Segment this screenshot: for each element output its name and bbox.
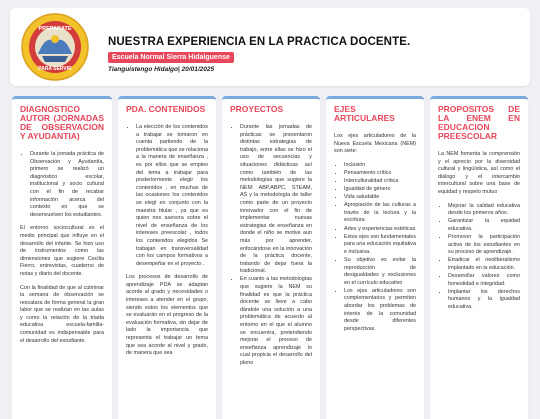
list-item: • Durante la jornada práctica de Observación y Ayudantía, primero se realizó un diagnóstico escolar, institucional y socio cultural con el fin de recabar información acerca del contexto en que se desenvuelven los estudiantes. [30, 151, 104, 219]
column-ejes-articulares [326, 96, 424, 419]
list-item: • Inclusión [344, 162, 416, 170]
list-item: • Estos ejes son fundamentales para una educación equitativa e inclusiva. [344, 234, 416, 257]
paragraph: Los ejes articuladores de la Nueva Escuela Mexicana (NEM) son siete: [334, 133, 416, 155]
bullet-list [126, 124, 208, 268]
column-title: PDA. CONTENIDOS [126, 104, 206, 114]
list-item: • Durante las jornadas de prácticas se presentaron distintas estrategias de trabajo, entre ellas se hizo el uso de secuencias y situaciones didácticas así como también de las metodologías que sugiere la NEM: ABP,ABPC, STEAM, AS y la metodología de taller como parte de un proyecto innovador con el fin de implementar nuevas estrategias de enseñanza en donde el niño se motive aun más por aprender, enfocándose en la innovación de la práctica docente, tratando de dejar fuera la tradicional. [240, 124, 312, 276]
columns-row [12, 96, 528, 416]
list-item: • Garantizar la equidad educativa. [448, 218, 520, 233]
bullet-list [230, 124, 312, 368]
list-item: • Vida saludable [344, 194, 416, 202]
list-item: • Erradicar el neoliberalismo implantado en la educación. [448, 257, 520, 272]
list-item: • Apropiación de las culturas a través de la lectura y la escritura [344, 202, 416, 225]
list-item: • Mejorar la calidad educativa desde los primeros años. [448, 203, 520, 218]
header-card [10, 8, 530, 86]
school-logo [20, 12, 90, 82]
list-item: • Pensamiento crítico [344, 170, 416, 178]
list-item: • Implantar los derechos humanos y la igualdad educativa. [448, 289, 520, 312]
column-diagnostico [12, 96, 112, 419]
bullet-list [20, 151, 104, 219]
logo-top-text: PREPARATE [38, 26, 72, 32]
paragraph: El entorno sociocultural es el medio principal que influye en el desarrollo del infante. Se hizo uso de instrumentos como las dimensiones que sugiere Cecilia Fierro, entrevistas, cuaderno de notas y diario del docente. [20, 225, 104, 277]
list-item: • Desarrollar valores como honestidad e integridad. [448, 273, 520, 288]
list-item: • La elección de los contenidos a trabajar se tomaron en cuenta partiendo de la problemática que se relaciona a la manera de enseñanza , es por ellos que se empleo del tema a trabajar para posteriormente elegir los contenidos , en muchas de las ocasiones los contenidos se elegí en conjunto con la maestra titular , ya que es quien nos asesora sobre el nivel de enseñanza de los intereses preescolar , todos los contenidos elegidos Se trabajan en transversalidad con los campos formativos a desempeñar en el proyecto . [136, 124, 208, 268]
column-pda-contenidos [118, 96, 216, 419]
paragraph: Los procesos de desarrollo de aprendizaje PDA se adaptan acorde al grado y necesidades o intereses a atender en el grupo, siendo estos los elementos que se evaluarán en el progreso de la evaluación formativa, sin dejar de lado la importancia que representa el trabajar un tema que sea acorde al nivel y grado, de manera que sea [126, 274, 208, 357]
logo-bottom-text: PARA SERVIR [38, 66, 72, 72]
column-title: PROPOSITOS DE LA ENEM EN EDUCACION PREESCOLAR [438, 104, 520, 141]
location-date: Tianguistengo Hidalgo| 20/01/2025 [108, 66, 215, 73]
list-item: • Promover la participación activa de los estudiantes en su proceso de aprendizaje. [448, 234, 520, 257]
paragraph: La NEM fomenta la comprensión y el aprecio por la diversidad cultural y lingüística, así como el diálogo y el intercambio intercultural sobre una base de equidad y respeto mutuo [438, 151, 520, 195]
list-item: • Artes y experiencias estéticas [344, 226, 416, 234]
column-proyectos [222, 96, 320, 419]
school-badge: Escuela Normal Sierra Hidalguense [108, 52, 234, 63]
list-item: • Interculturalidad crítica [344, 178, 416, 186]
column-title: EJES ARTICULARES [334, 104, 395, 123]
bullet-list [438, 203, 520, 312]
list-item: • Igualdad de género [344, 186, 416, 194]
column-title: DIAGNOSTICO AUTOR (JORNADAS DE OBSERVACION Y AYUDANTIA) [20, 104, 104, 141]
list-item: • Su objetivo es evitar la reproducción de desigualdades y exclusiones en el currículo educativo [344, 257, 416, 287]
paragraph: Con la finalidad de que al culminar la semana de observación se rescatara de forma general la gran labor que se realizan en las aulas y como la relación de la triada educativa escuela-familia-comunidad es indispensable para el desarrollo del estudiante. [20, 284, 104, 344]
bullet-list [334, 162, 416, 334]
column-title: PROYECTOS [230, 104, 284, 114]
list-item: • En cuanto a las metodologías que sugiere la NEM su finalidad es que la práctica docente se lleve a cabo dándole una solución a una problemática de acuerdo al entorno en el que el alumno se encuentra, pretendiendo mejorar el proceso de enseñanza aprendizaje lo cual propicia el desarrollo del pleno [240, 276, 312, 367]
column-propositos [430, 96, 528, 419]
page-title: NUESTRA EXPERIENCIA EN LA PRACTICA DOCENTE. [108, 36, 411, 48]
list-item: • Los ejes articuladores son complementarios y permiten abordar los problemas de interés de la comunidad desde diferentes perspectivas. [344, 288, 416, 334]
